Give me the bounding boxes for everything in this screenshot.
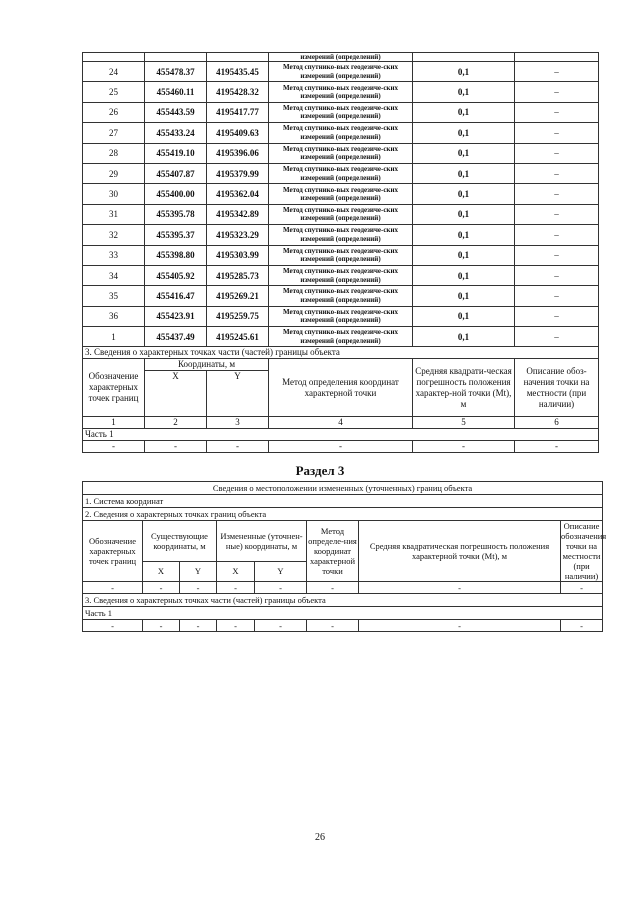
table-row bbox=[83, 265, 599, 285]
point-number: 35 bbox=[83, 286, 145, 306]
dash-cell: - bbox=[143, 620, 180, 632]
coord-y: 4195362.04 bbox=[207, 184, 269, 204]
col-y: Y bbox=[207, 371, 269, 417]
table-row bbox=[83, 123, 599, 143]
table-row bbox=[83, 286, 599, 306]
column-number: 2 bbox=[145, 417, 207, 429]
coord-y: 4195428.32 bbox=[207, 82, 269, 102]
description-cell: – bbox=[515, 204, 599, 224]
point-number: 31 bbox=[83, 204, 145, 224]
coord-y: 4195417.77 bbox=[207, 102, 269, 122]
table-row bbox=[83, 163, 599, 183]
coord-x: 455398.80 bbox=[145, 245, 207, 265]
dash-cell: - bbox=[255, 620, 307, 632]
method-cell: Метод спутнико-вых геодезиче-ских измерений (определений) bbox=[269, 163, 413, 183]
col-existing-y: Y bbox=[180, 561, 217, 581]
col-description: Описание обозначения точки на местности (при наличии) bbox=[561, 521, 607, 581]
table-row bbox=[83, 204, 599, 224]
coord-x: 455423.91 bbox=[145, 306, 207, 326]
dash-cell: - bbox=[359, 620, 561, 632]
point-number: 28 bbox=[83, 143, 145, 163]
section3-table bbox=[82, 481, 607, 632]
dash-cell: - bbox=[413, 441, 515, 453]
col-x: X bbox=[145, 371, 207, 417]
accuracy-cell: 0,1 bbox=[413, 82, 515, 102]
col-changed-coords: Измененные (уточнен-ные) координаты, м bbox=[217, 521, 307, 562]
column-number: 1 bbox=[83, 417, 145, 429]
dash-cell: - bbox=[269, 441, 413, 453]
col-method: Метод определения координат характерной точки bbox=[269, 359, 413, 417]
section-heading: Раздел 3 bbox=[295, 463, 345, 478]
column-number: 5 bbox=[413, 417, 515, 429]
table-row bbox=[83, 82, 599, 102]
method-cell: Метод спутнико-вых геодезиче-ских измерений (определений) bbox=[269, 143, 413, 163]
dash-cell: - bbox=[359, 582, 561, 594]
accuracy-cell: 0,1 bbox=[413, 286, 515, 306]
description-cell: – bbox=[515, 327, 599, 347]
table-row bbox=[83, 327, 599, 347]
point-number: 26 bbox=[83, 102, 145, 122]
description-cell: – bbox=[515, 245, 599, 265]
col-method: Метод определе-ния координат характерной точки bbox=[307, 521, 359, 582]
method-cell: Метод спутнико-вых геодезиче-ских измерений (определений) bbox=[269, 245, 413, 265]
coord-x: 455443.59 bbox=[145, 102, 207, 122]
accuracy-cell: 0,1 bbox=[413, 143, 515, 163]
description-cell: – bbox=[515, 143, 599, 163]
method-cell: Метод спутнико-вых геодезиче-ских измерений (определений) bbox=[269, 286, 413, 306]
accuracy-cell: 0,1 bbox=[413, 204, 515, 224]
coord-y: 4195285.73 bbox=[207, 265, 269, 285]
accuracy-cell: 0,1 bbox=[413, 184, 515, 204]
coord-x: 455433.24 bbox=[145, 123, 207, 143]
method-cell: Метод спутнико-вых геодезиче-ских измерений (определений) bbox=[269, 123, 413, 143]
col-changed-x: X bbox=[217, 561, 255, 581]
coord-y: 4195409.63 bbox=[207, 123, 269, 143]
table-row bbox=[83, 102, 599, 122]
table-row bbox=[83, 225, 599, 245]
description-cell: – bbox=[515, 286, 599, 306]
dash-cell: - bbox=[180, 620, 217, 632]
coord-y: 4195303.99 bbox=[207, 245, 269, 265]
method-cell: Метод спутнико-вых геодезиче-ских измерений (определений) bbox=[269, 265, 413, 285]
method-cell: Метод спутнико-вых геодезиче-ских измерений (определений) bbox=[269, 102, 413, 122]
col-existing-x: X bbox=[143, 561, 180, 581]
table-row bbox=[83, 245, 599, 265]
dash-cell: - bbox=[83, 620, 143, 632]
table-row bbox=[83, 184, 599, 204]
dash-cell: - bbox=[145, 441, 207, 453]
method-cell: Метод спутнико-вых геодезиче-ских измерений (определений) bbox=[269, 184, 413, 204]
table-row bbox=[83, 306, 599, 326]
dash-cell: - bbox=[217, 620, 255, 632]
coord-x: 455395.37 bbox=[145, 225, 207, 245]
dash-cell: - bbox=[143, 582, 180, 594]
method-cell: Метод спутнико-вых геодезиче-ских измерений (определений) bbox=[269, 327, 413, 347]
col-changed-y: Y bbox=[255, 561, 307, 581]
dash-cell: - bbox=[561, 620, 603, 632]
accuracy-cell: 0,1 bbox=[413, 62, 515, 82]
description-cell: – bbox=[515, 163, 599, 183]
boundary-points-table bbox=[82, 52, 599, 453]
accuracy-cell: 0,1 bbox=[413, 163, 515, 183]
description-cell: – bbox=[515, 82, 599, 102]
coord-y: 4195379.99 bbox=[207, 163, 269, 183]
coord-x: 455478.37 bbox=[145, 62, 207, 82]
part-section-title: 3. Сведения о характерных точках части (частей) границы объекта bbox=[83, 347, 599, 359]
part-label: Часть 1 bbox=[83, 607, 603, 620]
boundary-points-row: 2. Сведения о характерных точках границ объекта bbox=[83, 508, 603, 521]
dash-cell: - bbox=[83, 582, 143, 594]
dash-cell: - bbox=[307, 620, 359, 632]
dash-cell: - bbox=[207, 441, 269, 453]
description-cell: – bbox=[515, 62, 599, 82]
accuracy-cell: 0,1 bbox=[413, 306, 515, 326]
coord-x: 455395.78 bbox=[145, 204, 207, 224]
coord-y: 4195269.21 bbox=[207, 286, 269, 306]
dash-cell: - bbox=[255, 582, 307, 594]
col-accuracy: Средняя квадратическая погрешность положения характерной точки (Mt), м bbox=[359, 521, 561, 582]
point-number: 27 bbox=[83, 123, 145, 143]
column-number: 4 bbox=[269, 417, 413, 429]
dash-cell: - bbox=[307, 582, 359, 594]
column-number: 3 bbox=[207, 417, 269, 429]
col-existing-coords: Существующие координаты, м bbox=[143, 521, 217, 562]
description-cell: – bbox=[515, 265, 599, 285]
coord-x: 455419.10 bbox=[145, 143, 207, 163]
table-row bbox=[83, 62, 599, 82]
coord-y: 4195396.06 bbox=[207, 143, 269, 163]
col-description: Описание обоз-начения точки на местности (при наличии) bbox=[515, 359, 599, 417]
method-cell: Метод спутнико-вых геодезиче-ских измерений (определений) bbox=[269, 225, 413, 245]
description-cell: – bbox=[515, 184, 599, 204]
dash-cell: - bbox=[180, 582, 217, 594]
coord-y: 4195259.75 bbox=[207, 306, 269, 326]
accuracy-cell: 0,1 bbox=[413, 265, 515, 285]
col-coords: Координаты, м bbox=[145, 359, 269, 371]
part-points-row: 3. Сведения о характерных точках части (частей) границы объекта bbox=[83, 594, 603, 607]
description-cell: – bbox=[515, 102, 599, 122]
point-number: 32 bbox=[83, 225, 145, 245]
point-number: 1 bbox=[83, 327, 145, 347]
dash-cell: - bbox=[515, 441, 599, 453]
column-number: 6 bbox=[515, 417, 599, 429]
accuracy-cell: 0,1 bbox=[413, 102, 515, 122]
method-cell: Метод спутнико-вых геодезиче-ских измерений (определений) bbox=[269, 82, 413, 102]
coord-y: 4195323.29 bbox=[207, 225, 269, 245]
method-cell: Метод спутнико-вых геодезиче-ских измерений (определений) bbox=[269, 204, 413, 224]
point-number: 25 bbox=[83, 82, 145, 102]
point-number: 34 bbox=[83, 265, 145, 285]
description-cell: – bbox=[515, 306, 599, 326]
point-number: 30 bbox=[83, 184, 145, 204]
dash-cell: - bbox=[561, 582, 603, 594]
coord-y: 4195342.89 bbox=[207, 204, 269, 224]
part-label: Часть 1 bbox=[83, 429, 599, 441]
table-row bbox=[83, 143, 599, 163]
section3-title: Сведения о местоположении измененных (уточненных) границ объекта bbox=[83, 482, 603, 495]
description-cell: – bbox=[515, 225, 599, 245]
accuracy-cell: 0,1 bbox=[413, 327, 515, 347]
coord-x: 455407.87 bbox=[145, 163, 207, 183]
coord-x: 455437.49 bbox=[145, 327, 207, 347]
point-number: 29 bbox=[83, 163, 145, 183]
point-number: 33 bbox=[83, 245, 145, 265]
point-number: 36 bbox=[83, 306, 145, 326]
coord-x: 455405.92 bbox=[145, 265, 207, 285]
method-cell: Метод спутнико-вых геодезиче-ских измерений (определений) bbox=[269, 306, 413, 326]
coord-y: 4195435.45 bbox=[207, 62, 269, 82]
coord-x: 455400.00 bbox=[145, 184, 207, 204]
accuracy-cell: 0,1 bbox=[413, 245, 515, 265]
col-designation: Обозначение характерных точек границ bbox=[83, 359, 145, 417]
dash-cell: - bbox=[217, 582, 255, 594]
point-number: 24 bbox=[83, 62, 145, 82]
dash-cell: - bbox=[83, 441, 145, 453]
method-continuation: измерений (определений) bbox=[269, 53, 413, 62]
page-number: 26 bbox=[315, 832, 325, 843]
coord-x: 455460.11 bbox=[145, 82, 207, 102]
method-cell: Метод спутнико-вых геодезиче-ских измерений (определений) bbox=[269, 62, 413, 82]
col-designation: Обозначение характерных точек границ bbox=[83, 521, 143, 582]
col-accuracy: Средняя квадрати-ческая погрешность положения характер-ной точки (Mt), м bbox=[413, 359, 515, 417]
accuracy-cell: 0,1 bbox=[413, 123, 515, 143]
description-cell: – bbox=[515, 123, 599, 143]
accuracy-cell: 0,1 bbox=[413, 225, 515, 245]
coordinate-system-row: 1. Система координат bbox=[83, 495, 603, 508]
coord-x: 455416.47 bbox=[145, 286, 207, 306]
coord-y: 4195245.61 bbox=[207, 327, 269, 347]
